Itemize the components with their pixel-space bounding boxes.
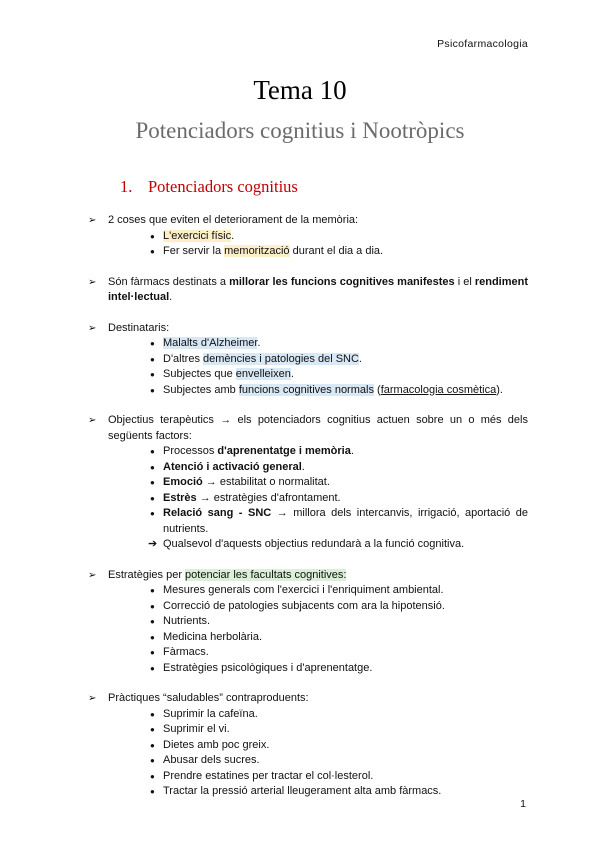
- text: Tractar la pressió arterial lleugerament alta amb fàrmacs.: [163, 785, 442, 797]
- highlight-blue: funcions cognitives normals: [238, 383, 374, 396]
- arrow-bullet-icon: ➢: [88, 693, 97, 704]
- block-intro: Pràctiques “saludables” contraproduents:: [108, 692, 309, 704]
- bold-text: millorar les funcions cognitives manifestes: [229, 275, 455, 288]
- text: .: [290, 368, 294, 380]
- text: Estratègies psicològiques i d'aprenentatge.: [163, 661, 373, 674]
- list-item: [108, 444, 528, 460]
- text: → estratègies d'afrontament.: [196, 491, 341, 504]
- block-intro: Destinataris:: [108, 321, 170, 334]
- bullet-icon: ●: [150, 385, 155, 395]
- text: .: [169, 291, 173, 303]
- bullet-icon: ●: [150, 509, 155, 518]
- arrow-bullet-icon: ➢: [88, 276, 97, 288]
- page-number: 1: [520, 798, 526, 810]
- text: D'altres: [163, 352, 203, 365]
- text: Són fàrmacs destinats a: [108, 275, 230, 288]
- text: Fer servir la: [163, 245, 225, 257]
- arrow-bullet-icon: ➢: [88, 215, 97, 226]
- text: Fàrmacs.: [163, 646, 209, 658]
- bullet-icon: ●: [150, 648, 155, 657]
- bullet-icon: ●: [150, 787, 155, 796]
- list-item: [108, 614, 528, 630]
- bullet-icon: ●: [150, 247, 155, 256]
- underlined-text: farmacologia cosmètica: [380, 383, 497, 396]
- document-body: [88, 213, 528, 815]
- highlight-blue: demències i patologies del SNC: [203, 352, 359, 365]
- running-header: Psicofarmacologia: [437, 38, 528, 50]
- bullet-icon: ●: [150, 231, 155, 241]
- list-item: [108, 599, 528, 615]
- highlight-yellow: memorització: [224, 245, 290, 257]
- text: .: [350, 445, 354, 457]
- highlight-blue: envelleixen: [235, 368, 291, 380]
- list-item: [108, 352, 528, 368]
- bullet-icon: ●: [150, 709, 155, 719]
- list-item: [108, 661, 528, 677]
- text: Estratègies per: [108, 568, 186, 581]
- bullet-icon: ●: [150, 756, 155, 765]
- bold-text: Atenció i activació general: [163, 460, 302, 473]
- text: (: [373, 383, 381, 396]
- bullet-icon: ●: [150, 601, 155, 611]
- text: Mesures generals com l'exercici i l'enriquiment ambiental.: [163, 584, 444, 596]
- list-item: [108, 244, 528, 260]
- list-item: [108, 336, 528, 352]
- text: i el: [454, 275, 475, 288]
- block-intro: Objectius terapèutics → els potenciadors cognitius actuen sobre un o més dels següents factors:: [108, 414, 528, 442]
- list-item: [108, 383, 528, 399]
- highlight-green: potenciar les facultats cognitives:: [185, 568, 347, 581]
- bullet-icon: ●: [150, 725, 155, 734]
- list-block-memory: [88, 213, 528, 260]
- list-block-objectives: [88, 413, 528, 553]
- page-subtitle: Potenciadors cognitius i Nootròpics: [135, 118, 465, 143]
- list-item: [108, 784, 528, 800]
- list-item: [108, 753, 528, 769]
- page-title: Tema 10: [253, 75, 347, 105]
- text: → millora dels intercanvis, irrigació, aportació de nutrients.: [163, 507, 529, 535]
- text: ).: [496, 383, 503, 396]
- bullet-icon: ●: [150, 339, 155, 348]
- text: Qualsevol d'aquests objectius redundarà a la funció cognitiva.: [163, 538, 465, 550]
- section-number: 1.: [120, 177, 133, 196]
- list-block-counterproductive: [88, 691, 528, 800]
- list-item: [108, 583, 528, 599]
- list-item: [108, 769, 528, 785]
- text: .: [257, 337, 261, 349]
- highlight-yellow: L'exercici físic: [163, 229, 232, 242]
- list-item: [108, 722, 528, 738]
- bold-text: d'aprenentatge i memòria: [217, 445, 351, 457]
- text: Prendre estatines per tractar el col·lesterol.: [163, 769, 374, 782]
- bullet-icon: ●: [150, 493, 155, 503]
- text: Correcció de patologies subjacents com ara la hipotensió.: [163, 599, 445, 612]
- text: durant el dia a dia.: [289, 245, 384, 257]
- highlight-blue: Malalts d'Alzheimer: [163, 337, 258, 349]
- bullet-icon: ●: [150, 586, 155, 595]
- bullet-icon: ●: [150, 663, 155, 673]
- text: Dietes amb poc greix.: [163, 738, 270, 751]
- bullet-icon: ●: [150, 632, 155, 642]
- list-item: [108, 229, 528, 245]
- list-item: [108, 491, 528, 507]
- bold-text: Emoció: [163, 476, 203, 488]
- bold-text: Estrès: [163, 491, 197, 504]
- text: → estabilitat o normalitat.: [202, 476, 330, 488]
- list-block-recipients: [88, 321, 528, 399]
- list-item: [108, 460, 528, 476]
- text: Processos: [163, 445, 218, 457]
- bullet-icon: ●: [150, 478, 155, 487]
- bullet-icon: ●: [150, 617, 155, 626]
- bullet-icon: ●: [150, 462, 155, 472]
- bullet-icon: ●: [150, 370, 155, 379]
- bold-text: Relació sang - SNC: [163, 507, 272, 519]
- list-item: [108, 506, 528, 537]
- arrow-bullet-icon: ➢: [88, 415, 97, 426]
- block-intro: [108, 568, 528, 584]
- text: Subjectes amb: [163, 383, 239, 396]
- block-intro: 2 coses que eviten el deteriorament de la memòria:: [108, 214, 359, 226]
- text: Nutrients.: [163, 615, 211, 627]
- text: Subjectes que: [163, 368, 236, 380]
- bullet-icon: ●: [150, 771, 155, 781]
- list-block-strategies: [88, 568, 528, 677]
- list-block-definition: [88, 275, 528, 306]
- text: Suprimir el vi.: [163, 723, 230, 735]
- arrow-bullet-icon: ➢: [88, 569, 97, 581]
- right-arrow-icon: ➔: [148, 538, 158, 550]
- bullet-icon: ●: [150, 354, 155, 364]
- bold-text: rendiment intel·lectual: [108, 275, 529, 303]
- list-note: [108, 537, 528, 553]
- list-item: [108, 645, 528, 661]
- text: .: [231, 229, 235, 242]
- list-item: [108, 475, 528, 491]
- list-item: [108, 630, 528, 646]
- arrow-bullet-icon: ➢: [88, 322, 97, 334]
- text: Suprimir la cafeïna.: [163, 707, 258, 720]
- list-item: [108, 367, 528, 383]
- text: .: [301, 460, 305, 473]
- bullet-icon: ●: [150, 740, 155, 750]
- text: .: [358, 352, 362, 365]
- list-item: [108, 738, 528, 754]
- text: Medicina herbolària.: [163, 630, 263, 643]
- bullet-icon: ●: [150, 447, 155, 456]
- list-item: [108, 707, 528, 723]
- section-title: Potenciadors cognitius: [148, 177, 298, 196]
- text: Abusar dels sucres.: [163, 754, 260, 766]
